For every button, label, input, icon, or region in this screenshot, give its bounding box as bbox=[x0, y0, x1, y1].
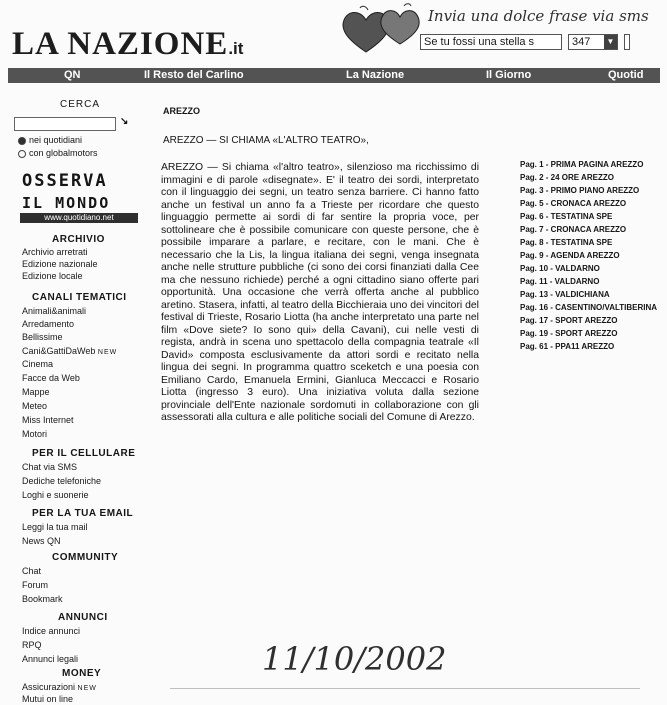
radio-checked-icon bbox=[18, 137, 26, 145]
nav-item-la-nazione[interactable]: La Nazione bbox=[346, 69, 405, 81]
page-link[interactable]: Pag. 8 - TESTATINA SPE bbox=[520, 238, 613, 247]
page-link[interactable]: Pag. 6 - TESTATINA SPE bbox=[520, 212, 613, 221]
community-title: COMMUNITY bbox=[52, 552, 119, 563]
sidebar-link[interactable]: Forum bbox=[22, 580, 49, 590]
radio-globalmotors[interactable] bbox=[18, 148, 98, 158]
sidebar-link[interactable]: Chat bbox=[22, 566, 42, 576]
nav-item-resto-del-carlino[interactable]: Il Resto del Carlino bbox=[144, 69, 244, 81]
new-badge: NEW bbox=[77, 685, 97, 692]
cellulare-title: PER IL CELLULARE bbox=[32, 448, 136, 459]
sidebar-link[interactable]: Animali&animali bbox=[22, 306, 87, 316]
radio-globalmotors-label: con globalmotors bbox=[29, 148, 98, 158]
sidebar-link[interactable] bbox=[22, 346, 117, 356]
sidebar-link[interactable]: Bookmark bbox=[22, 594, 63, 604]
radio-quotidiani-label: nei quotidiani bbox=[29, 135, 83, 145]
article-text: AREZZO — Si chiama «l'altro teatro», silenzioso ma ricchissimo di immagini e di parole «disegnate». E' il teatro dei sordi, interpretato con il linguaggio dei segni, un teatro senza barriere. Ci hanno fatto anche un festival un anno fa a Trieste per ricordare che questo linguaggio permette ai sordi di far sentire la propria voce, per sottolineare che è possibile comunicare con queste persone, che è possibile imparare a parlare, e recitare, con le mani. Che è necessario che la Lis, la lingua italiana dei segni, venga insegnata anche nelle strutture pubbliche (ci sono dei corsi finanziati dalla Cee ma che nessuno richiede) perché a ogni cittadino siano offerte pari opportunità. Una occasione che verrà offerta anche al pubblico aretino. Stasera, infatti, al teatro della Bicchieraia uno dei vincitori del festival di Trieste, Rosario Liotta (ha anche interpretato una parte nel film «Dove siete? Io sono qui» della Cavani), cui nelle vesti di regista, andrà in scena uno spettacolo della compagnia teatrale «Il David» composta esclusivamente da attori sordi e recitato nella lingua dei segni. In programma quattro sceketch e una poesia con Emiliano Cardo, Emanuela Ermini, Gianluca Meccacci e Rosario Liotta (ingresso 3 euro). Una iniziativa voluta dalla sezione provinciale dell'Ente nazionale sordomuti in collaborazione con gli assessorati alla cultura e alle politiche sociali del Comune di Arezzo. bbox=[161, 162, 479, 423]
osserva-banner-line2[interactable]: IL MONDO bbox=[22, 194, 111, 212]
handwritten-date: 11/10/2002 bbox=[262, 640, 447, 678]
page-link[interactable]: Pag. 16 - CASENTINO/VALTIBERINA bbox=[520, 303, 658, 312]
annunci-title: ANNUNCI bbox=[58, 612, 108, 623]
prefix-select-value: 347 bbox=[572, 36, 591, 48]
sidebar-link[interactable]: Edizione locale bbox=[22, 271, 83, 281]
sms-tagline: Invia una dolce frase via sms bbox=[428, 7, 649, 25]
page-link[interactable]: Pag. 19 - SPORT AREZZO bbox=[520, 329, 618, 338]
nav-item-qn[interactable]: QN bbox=[64, 69, 81, 81]
sidebar-link[interactable]: Annunci legali bbox=[22, 654, 79, 664]
sidebar-link[interactable]: Indice annunci bbox=[22, 626, 81, 636]
radio-quotidiani[interactable] bbox=[18, 135, 82, 145]
location-label: AREZZO bbox=[163, 106, 200, 116]
page-link[interactable]: Pag. 1 - PRIMA PAGINA AREZZO bbox=[520, 160, 644, 169]
hearts-icon[interactable] bbox=[338, 2, 428, 58]
sidebar-link[interactable]: Arredamento bbox=[22, 319, 75, 329]
canali-title: CANALI TEMATICI bbox=[32, 292, 127, 303]
top-navigation bbox=[8, 68, 660, 83]
sidebar-link-label: Assicurazioni bbox=[22, 682, 76, 692]
page-link[interactable]: Pag. 5 - CRONACA AREZZO bbox=[520, 199, 627, 208]
bottom-divider bbox=[170, 688, 640, 689]
sidebar-link[interactable]: Loghi e suonerie bbox=[22, 490, 89, 500]
new-badge: NEW bbox=[97, 349, 118, 356]
sidebar-link[interactable]: Mutui on line bbox=[22, 694, 74, 704]
page-link[interactable]: Pag. 61 - PPA11 AREZZO bbox=[520, 342, 615, 351]
sidebar-link[interactable]: Chat via SMS bbox=[22, 462, 78, 472]
sidebar-link-label: Cani&GattiDaWeb bbox=[22, 346, 96, 356]
nav-item-quotidiano[interactable]: Quotid bbox=[608, 69, 644, 81]
prefix-select[interactable] bbox=[568, 34, 618, 50]
nav-item-il-giorno[interactable]: Il Giorno bbox=[486, 69, 532, 81]
page-link[interactable]: Pag. 9 - AGENDA AREZZO bbox=[520, 251, 620, 260]
sidebar-link[interactable]: Edizione nazionale bbox=[22, 259, 98, 269]
osserva-banner-url[interactable]: www.quotidiano.net bbox=[20, 213, 138, 223]
page-link[interactable]: Pag. 17 - SPORT AREZZO bbox=[520, 316, 618, 325]
money-title: MONEY bbox=[62, 668, 102, 679]
phone-number-input[interactable] bbox=[624, 34, 630, 50]
sidebar-link[interactable]: Bellissime bbox=[22, 332, 63, 342]
sidebar-link[interactable] bbox=[22, 682, 97, 692]
article-headline: AREZZO — SI CHIAMA «L'ALTRO TEATRO», bbox=[163, 135, 369, 146]
chevron-down-icon: ▼ bbox=[604, 35, 617, 49]
sidebar-link[interactable]: Cinema bbox=[22, 359, 54, 369]
logo-text: LA NAZIONE bbox=[12, 26, 229, 62]
page-link[interactable]: Pag. 10 - VALDARNO bbox=[520, 264, 600, 273]
search-input[interactable] bbox=[14, 117, 116, 131]
radio-unchecked-icon bbox=[18, 150, 26, 158]
search-go-icon[interactable]: ↘ bbox=[120, 116, 129, 127]
page-link[interactable]: Pag. 11 - VALDARNO bbox=[520, 277, 600, 286]
email-title: PER LA TUA EMAIL bbox=[32, 508, 134, 519]
page-link[interactable]: Pag. 13 - VALDICHIANA bbox=[520, 290, 610, 299]
page-list bbox=[520, 160, 660, 355]
sidebar-link[interactable]: Dediche telefoniche bbox=[22, 476, 102, 486]
sidebar-link[interactable]: Archivio arretrati bbox=[22, 247, 88, 257]
site-logo[interactable] bbox=[12, 26, 243, 63]
search-label: CERCA bbox=[60, 99, 101, 110]
sidebar-link[interactable]: Mappe bbox=[22, 387, 50, 397]
logo-suffix: .it bbox=[228, 39, 244, 58]
sidebar-link[interactable]: Miss Internet bbox=[22, 415, 74, 425]
article-body bbox=[161, 162, 479, 425]
sidebar-link[interactable]: Facce da Web bbox=[22, 373, 80, 383]
page-link[interactable]: Pag. 2 - 24 ORE AREZZO bbox=[520, 173, 614, 182]
page-link[interactable]: Pag. 3 - PRIMO PIANO AREZZO bbox=[520, 186, 640, 195]
sidebar-link[interactable]: RPQ bbox=[22, 640, 42, 650]
sidebar-link[interactable]: Leggi la tua mail bbox=[22, 522, 88, 532]
sms-message-input[interactable]: Se tu fossi una stella s bbox=[420, 34, 562, 50]
page-link[interactable]: Pag. 7 - CRONACA AREZZO bbox=[520, 225, 627, 234]
sidebar-link[interactable]: Motori bbox=[22, 429, 48, 439]
sidebar-link[interactable]: Meteo bbox=[22, 401, 48, 411]
archivio-title: ARCHIVIO bbox=[52, 234, 105, 245]
sidebar-link[interactable]: News QN bbox=[22, 536, 61, 546]
osserva-banner-line1[interactable]: OSSERVA bbox=[22, 171, 108, 191]
